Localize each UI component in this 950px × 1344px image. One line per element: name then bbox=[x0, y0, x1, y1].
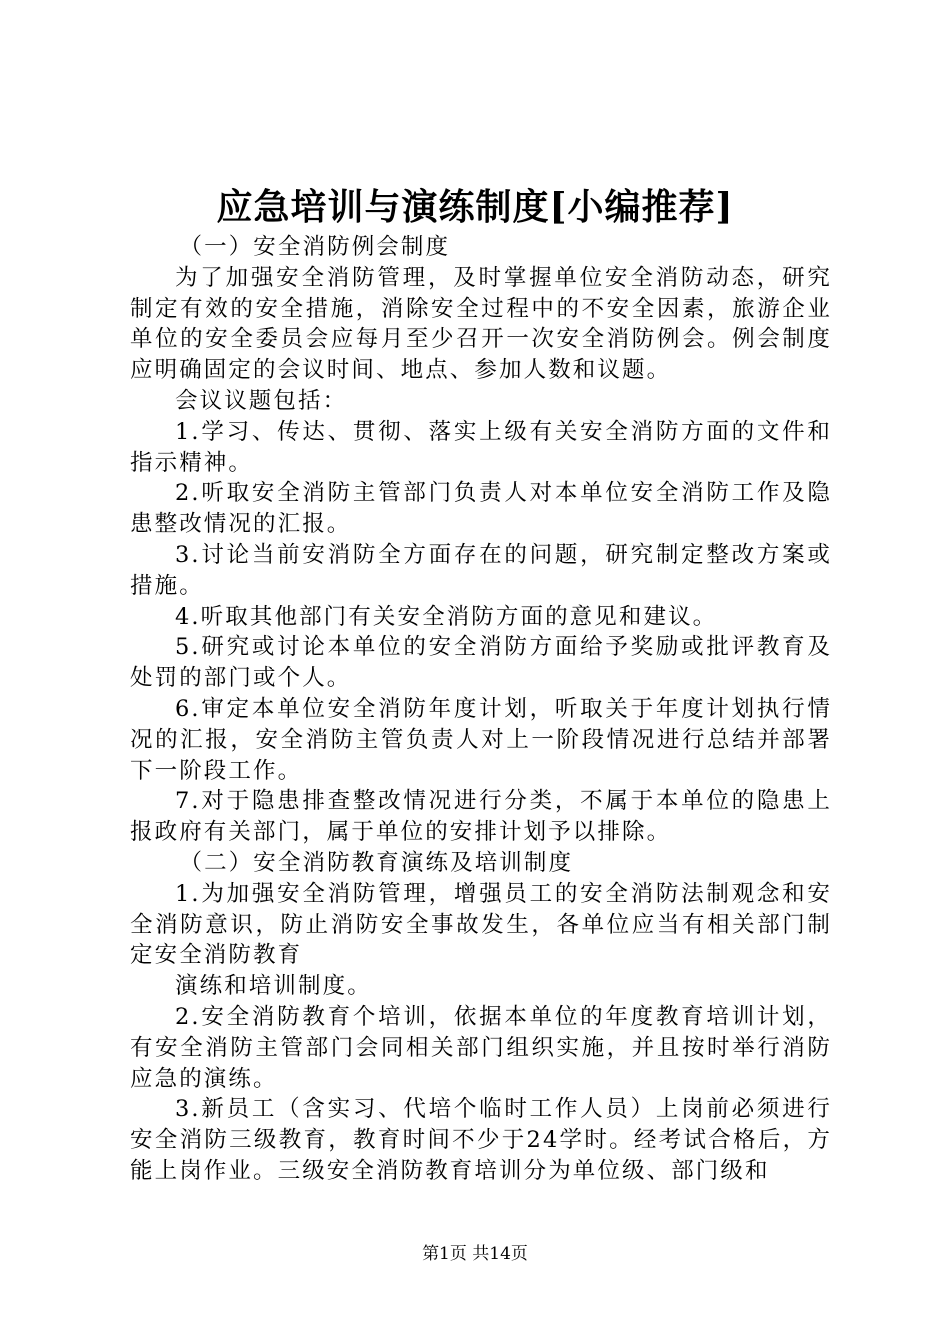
list-item: 7.对于隐患排查整改情况进行分类，不属于本单位的隐患上报政府有关部门，属于单位的安排计划予以排除。 bbox=[130, 788, 832, 846]
page-number: 第1页 共14页 bbox=[422, 1244, 528, 1264]
paragraph: 为了加强安全消防管理，及时掌握单位安全消防动态，研究制定有效的安全措施，消除安全过程中的不安全因素，旅游企业单位的安全委员会应每月至少召开一次安全消防例会。例会制度应明确固定的会议时间、地点、参加人数和议题。 bbox=[130, 264, 832, 384]
list-item: 1.学习、传达、贯彻、落实上级有关安全消防方面的文件和指示精神。 bbox=[130, 418, 832, 476]
list-item: 4.听取其他部门有关安全消防方面的意见和建议。 bbox=[175, 603, 718, 630]
list-item: 3.讨论当前安消防全方面存在的问题，研究制定整改方案或措施。 bbox=[130, 541, 832, 599]
list-item: 2.听取安全消防主管部门负责人对本单位安全消防工作及隐患整改情况的汇报。 bbox=[130, 480, 832, 538]
paragraph: 演练和培训制度。 bbox=[175, 973, 372, 1000]
list-item: 6.审定本单位安全消防年度计划，听取关于年度计划执行情况的汇报，安全消防主管负责人对上一阶段情况进行总结并部署下一阶段工作。 bbox=[130, 695, 832, 784]
section-heading-1: （一）安全消防例会制度 bbox=[179, 234, 451, 260]
paragraph: 会议议题包括： bbox=[175, 387, 348, 414]
list-item: 3.新员工（含实习、代培个临时工作人员）上岗前必须进行安全消防三级教育，教育时间不少于24学时。经考试合格后，方能上岗作业。三级安全消防教育培训分为单位级、部门级和 bbox=[130, 1096, 832, 1184]
document-body bbox=[130, 232, 832, 1187]
list-item: 2.安全消防教育个培训，依据本单位的年度教育培训计划，有安全消防主管部门会同相关部门组织实施，并且按时举行消防应急的演练。 bbox=[130, 1003, 832, 1092]
list-item: 5.研究或讨论本单位的安全消防方面给予奖励或批评教育及处罚的部门或个人。 bbox=[130, 634, 832, 692]
section-heading-2: （二）安全消防教育演练及培训制度 bbox=[179, 849, 574, 876]
list-item: 1.为加强安全消防管理，增强员工的安全消防法制观念和安全消防意识，防止消防安全事故发生，各单位应当有相关部门制定安全消防教育 bbox=[130, 880, 832, 969]
document-title: 应急培训与演练制度[小编推荐] bbox=[216, 186, 734, 228]
